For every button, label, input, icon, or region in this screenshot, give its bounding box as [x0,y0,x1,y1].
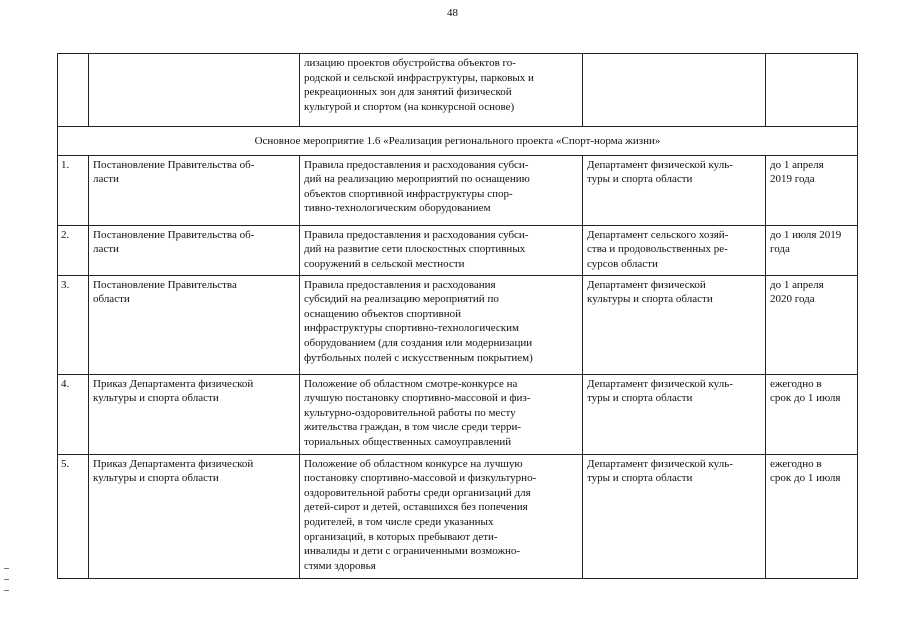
responsible-cell [583,54,766,127]
deadline-cell: до 1 июля 2019 года [766,225,858,275]
responsible-cell: Департамент физической куль- туры и спорта области [583,155,766,225]
responsible-cell: Департамент сельского хозяй- ства и продовольственных ре- сурсов области [583,225,766,275]
row-number-cell: 1. [58,155,89,225]
row-number-cell: 3. [58,275,89,374]
document-name-cell: лизацию проектов обустройства объектов го- родской и сельской инфраструктуры, парковых и рекреационных зон для занятий физической культурой и спортом (на конкурсной основе) [300,54,583,127]
document-type-cell: Постановление Правительства об- ласти [89,225,300,275]
row-number-cell [58,54,89,127]
page-number: 48 [447,7,458,19]
responsible-cell: Департамент физической культуры и спорта области [583,275,766,374]
row-number-cell: 5. [58,454,89,578]
continuation-row [58,54,858,127]
document-type-cell: Постановление Правительства об- ласти [89,155,300,225]
document-name-cell: Правила предоставления и расходования субсидий на реализацию мероприятий по оснащению объектов спортивной инфраструктуры спортивно-технологическим оборудованием (для создания или модернизации футбольных полей с искусственным покрытием) [300,275,583,374]
scan-edge-mark [4,590,9,591]
document-name-cell: Положение об областном конкурсе на лучшую постановку спортивно-массовой и физкультурно- оздоровительной работы среди организаций для детей-сирот и детей, оставшихся без попечения родителей, в том числе среди указанных организаций, в которых пребывают дети- инвалиды и дети с ограниченными возможно- стями здоровья [300,454,583,578]
scan-edge-mark [4,579,9,580]
table-row [58,374,858,454]
document-type-cell: Постановление Правительства области [89,275,300,374]
scan-edge-mark [4,568,9,569]
table-row [58,454,858,578]
deadline-cell: ежегодно в срок до 1 июля [766,374,858,454]
section-title: Основное мероприятие 1.6 «Реализация регионального проекта «Спорт-норма жизни» [58,127,858,156]
deadline-cell [766,54,858,127]
document-name-cell: Правила предоставления и расходования субси- дий на развитие сети плоскостных спортивных сооружений в сельской местности [300,225,583,275]
table-row [58,275,858,374]
responsible-cell: Департамент физической куль- туры и спорта области [583,374,766,454]
responsible-cell: Департамент физической куль- туры и спорта области [583,454,766,578]
deadline-cell: до 1 апреля 2019 года [766,155,858,225]
row-number-cell: 4. [58,374,89,454]
section-row [58,127,858,156]
document-type-cell [89,54,300,127]
table-row [58,155,858,225]
document-type-cell: Приказ Департамента физической культуры и спорта области [89,454,300,578]
deadline-cell: до 1 апреля 2020 года [766,275,858,374]
measures-table [57,53,858,579]
deadline-cell: ежегодно в срок до 1 июля [766,454,858,578]
table-row [58,225,858,275]
row-number-cell: 2. [58,225,89,275]
document-name-cell: Положение об областном смотре-конкурсе на лучшую постановку спортивно-массовой и физ- культурно-оздоровительной работы по месту жительства граждан, в том числе среди терри- ториальных общественных самоуправлений [300,374,583,454]
document-type-cell: Приказ Департамента физической культуры и спорта области [89,374,300,454]
document-name-cell: Правила предоставления и расходования субси- дий на реализацию мероприятий по оснащению объектов спортивной инфраструктуры спор- тивно-технологическим оборудованием [300,155,583,225]
